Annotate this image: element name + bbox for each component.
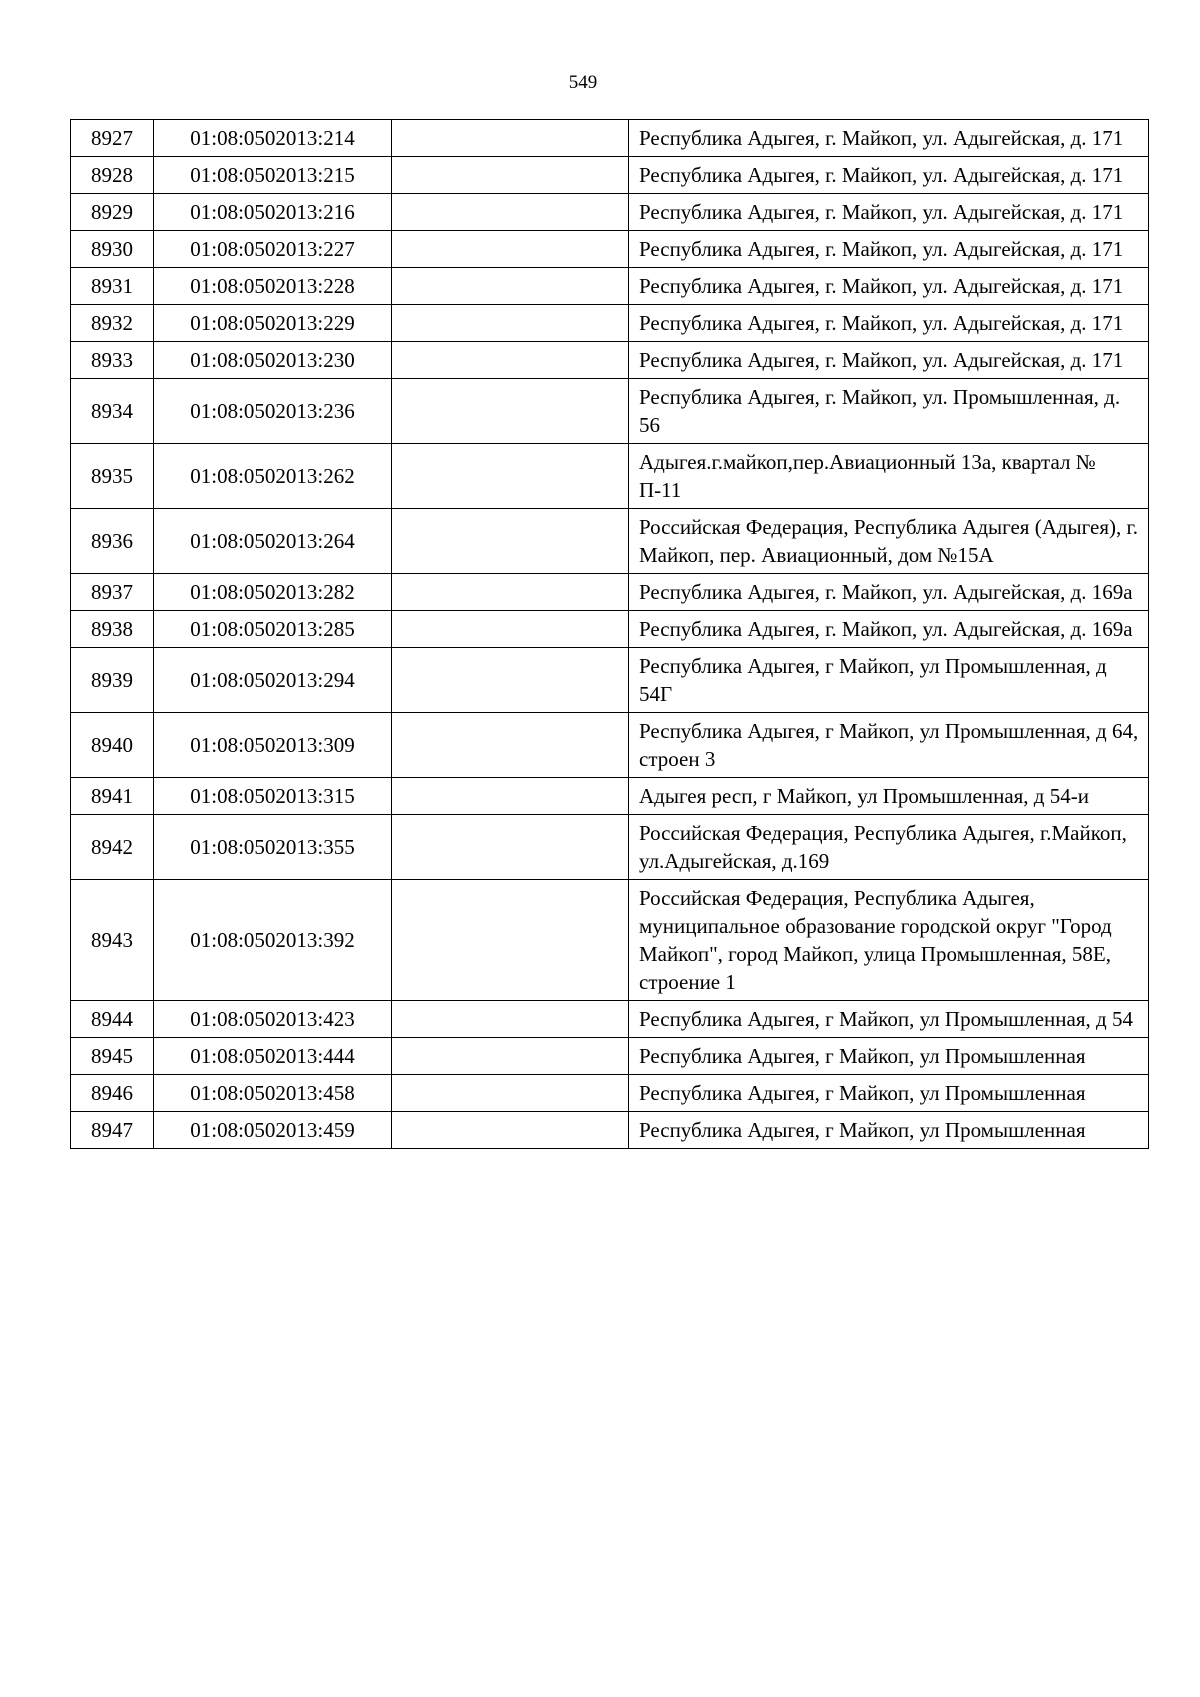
- row-number: 8929: [71, 194, 154, 231]
- empty-cell: [392, 268, 629, 305]
- cadastral-number: 01:08:0502013:230: [154, 342, 392, 379]
- table-row: [71, 231, 1149, 268]
- empty-cell: [392, 120, 629, 157]
- empty-cell: [392, 157, 629, 194]
- registry-table: [70, 119, 1149, 1149]
- cadastral-number: 01:08:0502013:264: [154, 509, 392, 574]
- table-row: [71, 778, 1149, 815]
- row-number: 8940: [71, 713, 154, 778]
- table-row: [71, 509, 1149, 574]
- empty-cell: [392, 880, 629, 1001]
- table-row: [71, 713, 1149, 778]
- cadastral-number: 01:08:0502013:315: [154, 778, 392, 815]
- address: Республика Адыгея, г. Майкоп, ул. Адыгейская, д. 169а: [629, 574, 1149, 611]
- address: Республика Адыгея, г. Майкоп, ул. Адыгейская, д. 171: [629, 342, 1149, 379]
- address: Республика Адыгея, г Майкоп, ул Промышленная: [629, 1075, 1149, 1112]
- table-row: [71, 194, 1149, 231]
- table-row: [71, 1001, 1149, 1038]
- cadastral-number: 01:08:0502013:309: [154, 713, 392, 778]
- row-number: 8938: [71, 611, 154, 648]
- table-row: [71, 342, 1149, 379]
- empty-cell: [392, 1038, 629, 1075]
- table-row: [71, 268, 1149, 305]
- empty-cell: [392, 305, 629, 342]
- address: Республика Адыгея, г Майкоп, ул Промышленная, д 54: [629, 1001, 1149, 1038]
- address: Республика Адыгея, г. Майкоп, ул. Адыгейская, д. 171: [629, 268, 1149, 305]
- empty-cell: [392, 1001, 629, 1038]
- cadastral-number: 01:08:0502013:227: [154, 231, 392, 268]
- table-row: [71, 1075, 1149, 1112]
- row-number: 8942: [71, 815, 154, 880]
- row-number: 8932: [71, 305, 154, 342]
- cadastral-number: 01:08:0502013:459: [154, 1112, 392, 1149]
- row-number: 8943: [71, 880, 154, 1001]
- address: Республика Адыгея, г. Майкоп, ул. Адыгейская, д. 171: [629, 231, 1149, 268]
- address: Республика Адыгея, г. Майкоп, ул. Адыгейская, д. 171: [629, 194, 1149, 231]
- table-row: [71, 574, 1149, 611]
- table-row: [71, 157, 1149, 194]
- row-number: 8930: [71, 231, 154, 268]
- table-row: [71, 305, 1149, 342]
- address: Российская Федерация, Республика Адыгея, муниципальное образование городской округ "Город Майкоп", город Майкоп, улица Промышленная, 58Е, строение 1: [629, 880, 1149, 1001]
- address: Республика Адыгея, г Майкоп, ул Промышленная, д 54Г: [629, 648, 1149, 713]
- address: Республика Адыгея, г Майкоп, ул Промышленная: [629, 1112, 1149, 1149]
- cadastral-number: 01:08:0502013:355: [154, 815, 392, 880]
- cadastral-number: 01:08:0502013:423: [154, 1001, 392, 1038]
- row-number: 8937: [71, 574, 154, 611]
- empty-cell: [392, 815, 629, 880]
- row-number: 8945: [71, 1038, 154, 1075]
- cadastral-number: 01:08:0502013:215: [154, 157, 392, 194]
- address: Республика Адыгея, г. Майкоп, ул. Адыгейская, д. 171: [629, 157, 1149, 194]
- cadastral-number: 01:08:0502013:229: [154, 305, 392, 342]
- row-number: 8947: [71, 1112, 154, 1149]
- cadastral-number: 01:08:0502013:214: [154, 120, 392, 157]
- cadastral-number: 01:08:0502013:285: [154, 611, 392, 648]
- row-number: 8941: [71, 778, 154, 815]
- registry-table-body: [71, 120, 1149, 1149]
- cadastral-number: 01:08:0502013:282: [154, 574, 392, 611]
- table-row: [71, 880, 1149, 1001]
- empty-cell: [392, 509, 629, 574]
- page-number: 549: [568, 72, 598, 93]
- cadastral-number: 01:08:0502013:216: [154, 194, 392, 231]
- table-row: [71, 1038, 1149, 1075]
- address: Республика Адыгея, г. Майкоп, ул. Адыгейская, д. 171: [629, 120, 1149, 157]
- cadastral-number: 01:08:0502013:458: [154, 1075, 392, 1112]
- empty-cell: [392, 574, 629, 611]
- cadastral-number: 01:08:0502013:236: [154, 379, 392, 444]
- row-number: 8935: [71, 444, 154, 509]
- table-row: [71, 444, 1149, 509]
- address: Республика Адыгея, г. Майкоп, ул. Адыгейская, д. 169а: [629, 611, 1149, 648]
- cadastral-number: 01:08:0502013:262: [154, 444, 392, 509]
- empty-cell: [392, 611, 629, 648]
- address: Российская Федерация, Республика Адыгея, г.Майкоп, ул.Адыгейская, д.169: [629, 815, 1149, 880]
- cadastral-number: 01:08:0502013:294: [154, 648, 392, 713]
- row-number: 8939: [71, 648, 154, 713]
- address: Республика Адыгея, г. Майкоп, ул. Адыгейская, д. 171: [629, 305, 1149, 342]
- row-number: 8931: [71, 268, 154, 305]
- row-number: 8934: [71, 379, 154, 444]
- empty-cell: [392, 379, 629, 444]
- table-row: [71, 379, 1149, 444]
- empty-cell: [392, 1112, 629, 1149]
- empty-cell: [392, 342, 629, 379]
- cadastral-number: 01:08:0502013:444: [154, 1038, 392, 1075]
- address: Адыгея респ, г Майкоп, ул Промышленная, д 54-и: [629, 778, 1149, 815]
- address: Республика Адыгея, г Майкоп, ул Промышленная, д 64, строен 3: [629, 713, 1149, 778]
- address: Адыгея.г.майкоп,пер.Авиационный 13а, квартал № П-11: [629, 444, 1149, 509]
- row-number: 8936: [71, 509, 154, 574]
- empty-cell: [392, 648, 629, 713]
- row-number: 8933: [71, 342, 154, 379]
- cadastral-number: 01:08:0502013:392: [154, 880, 392, 1001]
- address: Республика Адыгея, г. Майкоп, ул. Промышленная, д. 56: [629, 379, 1149, 444]
- table-row: [71, 120, 1149, 157]
- empty-cell: [392, 194, 629, 231]
- empty-cell: [392, 713, 629, 778]
- empty-cell: [392, 231, 629, 268]
- address: Российская Федерация, Республика Адыгея (Адыгея), г. Майкоп, пер. Авиационный, дом №15А: [629, 509, 1149, 574]
- row-number: 8944: [71, 1001, 154, 1038]
- row-number: 8946: [71, 1075, 154, 1112]
- table-row: [71, 1112, 1149, 1149]
- cadastral-number: 01:08:0502013:228: [154, 268, 392, 305]
- table-row: [71, 611, 1149, 648]
- empty-cell: [392, 444, 629, 509]
- empty-cell: [392, 1075, 629, 1112]
- empty-cell: [392, 778, 629, 815]
- address: Республика Адыгея, г Майкоп, ул Промышленная: [629, 1038, 1149, 1075]
- table-row: [71, 815, 1149, 880]
- row-number: 8928: [71, 157, 154, 194]
- row-number: 8927: [71, 120, 154, 157]
- table-row: [71, 648, 1149, 713]
